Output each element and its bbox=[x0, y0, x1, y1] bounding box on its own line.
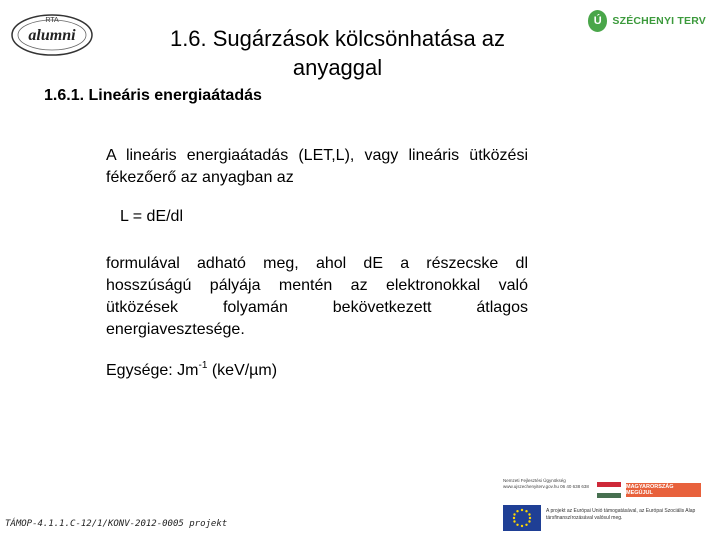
eu-flag-icon bbox=[503, 505, 541, 531]
units-line bbox=[106, 362, 277, 380]
page-title: 1.6. Sugárzások kölcsönhatása az anyaggal bbox=[169, 26, 506, 80]
formula: L = dE/dl bbox=[120, 208, 184, 225]
eu-funding-text: A projekt az Európai Unió támogatásával, az Európai Szociális Alap társfinanszírozásával valósul meg. bbox=[546, 508, 696, 521]
units-exponent: -1 bbox=[198, 360, 208, 371]
paragraph-definition: A lineáris energiaátadás (LET,L), vagy lineáris ütközési fékezőerő az anyagban az bbox=[106, 147, 528, 186]
szechenyi-logo bbox=[588, 8, 706, 34]
agency-info: Nemzeti Fejlesztési Ügynökség www.ujszechenyiterv.gov.hu 06 40 638 638 bbox=[503, 478, 589, 489]
logo-text: alumni bbox=[28, 27, 76, 44]
alumni-logo bbox=[8, 8, 100, 58]
section-heading: 1.6.1. Lineáris energiaátadás bbox=[44, 87, 262, 104]
units-prefix: Egysége: Jm bbox=[106, 362, 199, 379]
szechenyi-logo-text: SZÉCHENYI TERV bbox=[612, 15, 706, 27]
logo-subtext: RTA bbox=[45, 17, 59, 24]
paragraph-explanation: formulával adható meg, ahol dE a részecske dl hosszúságú pályája mentén az elektronokkal való ütközések folyamán bekövetkezett átlagos energiavesztesége. bbox=[106, 255, 528, 338]
renewal-badge: MAGYARORSZÁG MEGÚJUL bbox=[626, 483, 701, 497]
units-suffix: (keV/µm) bbox=[207, 362, 278, 379]
hungarian-flag-icon bbox=[597, 482, 621, 498]
project-footer: TÁMOP-4.1.1.C-12/1/KONV-2012-0005 projekt bbox=[5, 519, 228, 529]
szechenyi-circle-icon: Ú bbox=[588, 10, 607, 32]
